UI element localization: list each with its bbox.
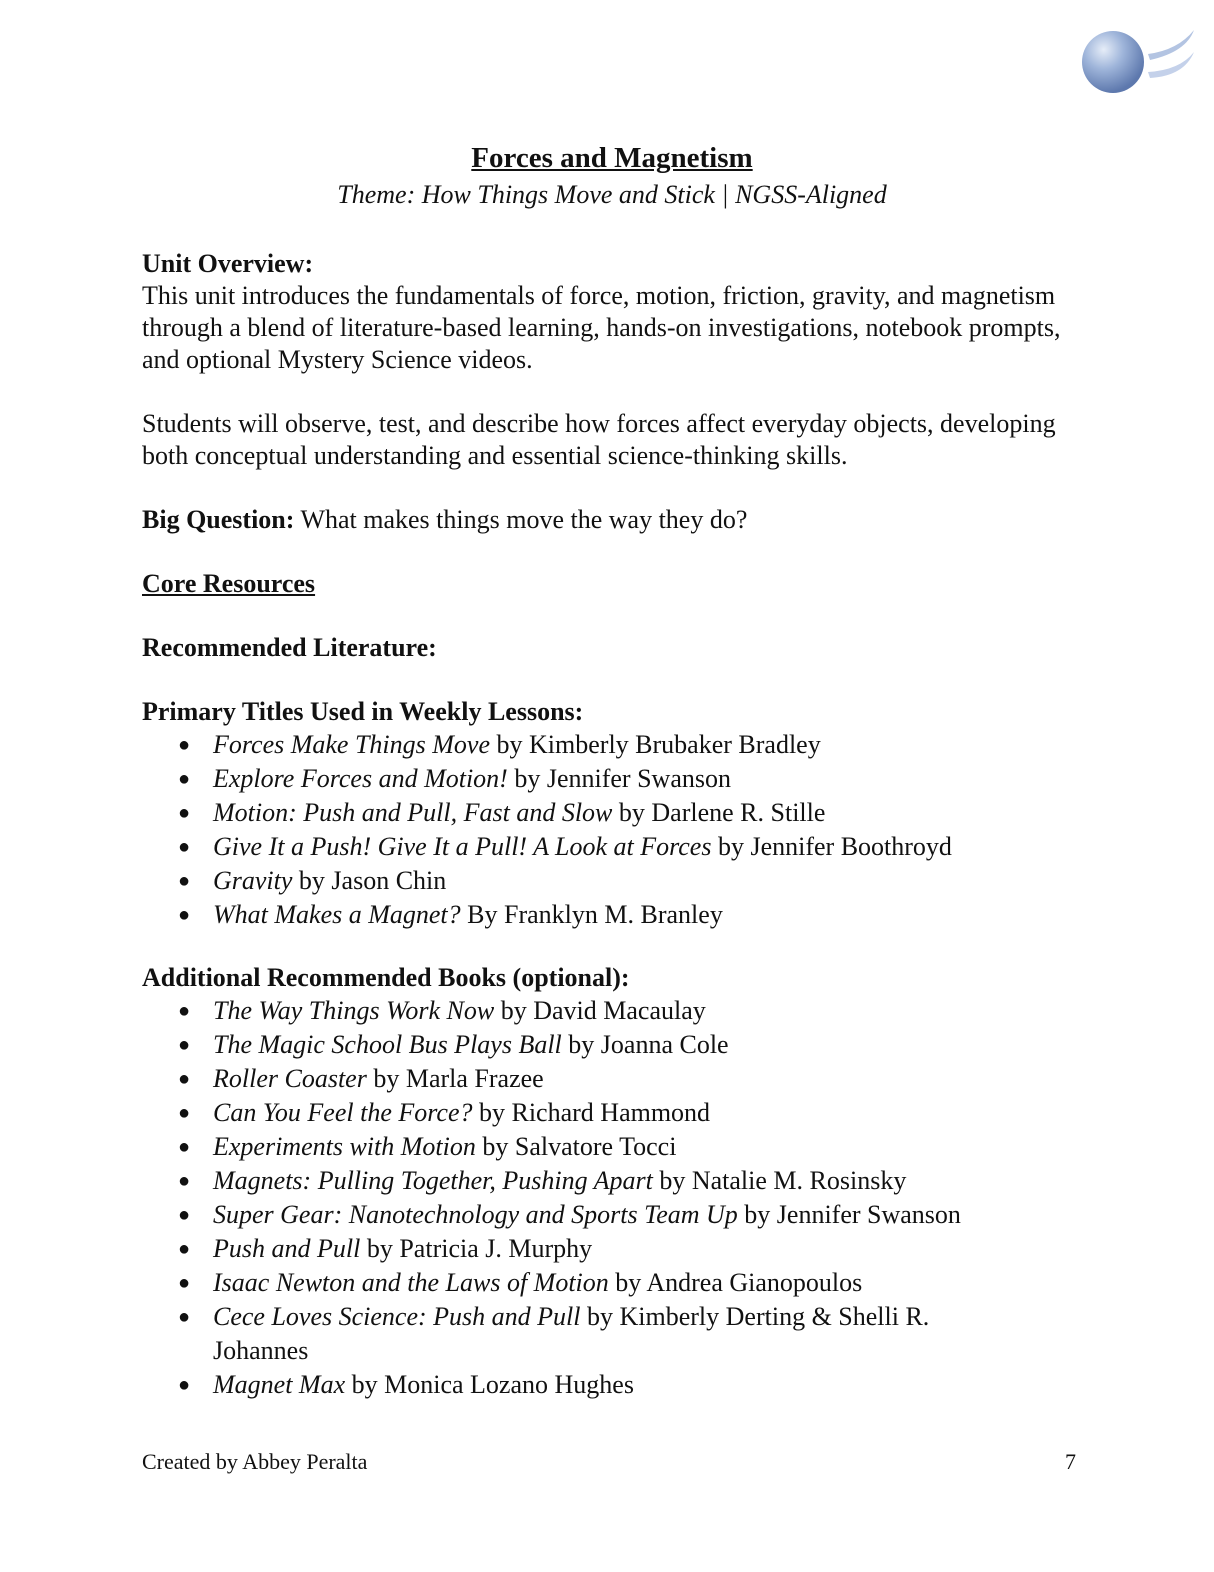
list-item: ● Forces Make Things Move by Kimberly Brubaker Bradley: [142, 728, 1082, 762]
list-item: ● Super Gear: Nanotechnology and Sports Team Up by Jennifer Swanson: [142, 1198, 1082, 1232]
list-item: ● Isaac Newton and the Laws of Motion by Andrea Gianopoulos: [142, 1266, 1082, 1300]
page-title: Forces and Magnetism: [471, 142, 753, 174]
bullet-icon: ●: [178, 768, 191, 790]
core-resources-heading: Core Resources: [142, 569, 316, 598]
overview-paragraph-1: This unit introduces the fundamentals of force, motion, friction, gravity, and magnetism through a blend of literature-based learning, hands-on investigations, notebook prompts, and optional Mystery Science videos.: [142, 281, 1061, 374]
list-item: ● Motion: Push and Pull, Fast and Slow by Darlene R. Stille: [142, 796, 1082, 830]
list-item: ● Roller Coaster by Marla Frazee: [142, 1062, 1082, 1096]
bullet-icon: ●: [178, 1170, 191, 1192]
recommended-literature-heading: Recommended Literature:: [142, 633, 437, 662]
bullet-icon: ●: [178, 1068, 191, 1090]
bullet-icon: ●: [178, 1136, 191, 1158]
additional-books-heading: Additional Recommended Books (optional):: [142, 963, 630, 992]
page-subtitle: Theme: How Things Move and Stick | NGSS-Aligned: [337, 180, 887, 209]
page-footer: [142, 1447, 1076, 1477]
bullet-icon: ●: [178, 836, 191, 858]
page-number: 7: [1065, 1449, 1076, 1474]
primary-titles-list: [142, 728, 1082, 932]
list-item: ● Magnets: Pulling Together, Pushing Apart by Natalie M. Rosinsky: [142, 1164, 1082, 1198]
document-page: [142, 138, 1082, 1402]
list-item: ● Cece Loves Science: Push and Pull by Kimberly Derting & Shelli R. Johannes: [178, 1302, 930, 1365]
bullet-icon: ●: [178, 734, 191, 756]
bullet-icon: ●: [178, 802, 191, 824]
primary-titles-heading: Primary Titles Used in Weekly Lessons:: [142, 697, 584, 726]
bullet-icon: ●: [178, 870, 191, 892]
footer-credit: Created by Abbey Peralta: [142, 1449, 368, 1474]
list-item: ● The Way Things Work Now by David Macaulay: [142, 994, 1082, 1028]
big-question-label: Big Question:: [142, 505, 295, 534]
list-item: ● Push and Pull by Patricia J. Murphy: [142, 1232, 1082, 1266]
list-item: ● Give It a Push! Give It a Pull! A Look at Forces by Jennifer Boothroyd: [142, 830, 1082, 864]
list-item: ● Experiments with Motion by Salvatore Tocci: [142, 1130, 1082, 1164]
list-item: ● Gravity by Jason Chin: [142, 864, 1082, 898]
bullet-icon: ●: [178, 1374, 191, 1396]
big-question: [142, 504, 1082, 536]
big-question-text: What makes things move the way they do?: [294, 505, 748, 534]
list-item: ● The Magic School Bus Plays Ball by Joanna Cole: [142, 1028, 1082, 1062]
planet-orbit-icon: [1078, 26, 1198, 98]
bullet-icon: ●: [178, 1000, 191, 1022]
bullet-icon: ●: [178, 1306, 191, 1328]
list-item: ● Magnet Max by Monica Lozano Hughes: [142, 1368, 1082, 1402]
list-item: ● What Makes a Magnet? By Franklyn M. Branley: [142, 898, 1082, 932]
unit-overview-heading: Unit Overview:: [142, 249, 314, 278]
bullet-icon: ●: [178, 1272, 191, 1294]
list-item: ● Explore Forces and Motion! by Jennifer Swanson: [142, 762, 1082, 796]
additional-books-list: [142, 994, 1082, 1402]
bullet-icon: ●: [178, 904, 191, 926]
bullet-icon: ●: [178, 1102, 191, 1124]
bullet-icon: ●: [178, 1034, 191, 1056]
bullet-icon: ●: [178, 1204, 191, 1226]
list-item: ● Can You Feel the Force? by Richard Hammond: [142, 1096, 1082, 1130]
bullet-icon: ●: [178, 1238, 191, 1260]
overview-paragraph-2: Students will observe, test, and describe how forces affect everyday objects, developing both conceptual understanding and essential science-thinking skills.: [142, 409, 1056, 470]
